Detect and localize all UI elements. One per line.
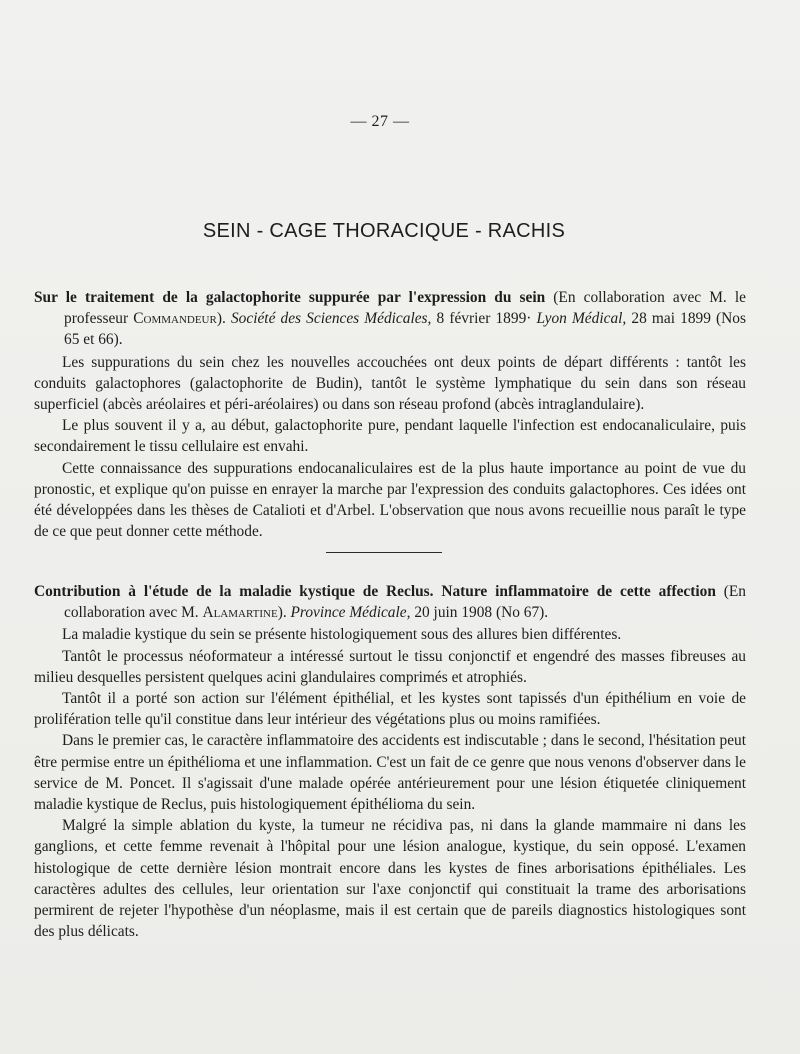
collaboration-suffix: ). <box>277 604 291 622</box>
body-paragraph: Tantôt le processus néoformateur a intéressé surtout le tissu conjonctif et engendré des masses fibreuses au milieu desquelles persistent quelques acini glandulaires comprimés et atrophiés. <box>34 647 746 686</box>
article-title: Contribution à l'étude de la maladie kystique de Reclus. Nature inflammatoire de cette affection <box>34 583 716 600</box>
body-paragraph: La maladie kystique du sein se présente histologiquement sous des allures bien différentes. <box>62 626 622 644</box>
chapter-title: SEIN - CAGE THORACIQUE - RACHIS <box>202 220 566 242</box>
publication-date-secondary: 28 mai 1899 (Nos 65 et 66). <box>64 310 746 349</box>
body-paragraph: Les suppurations du sein chez les nouvelles accouchées ont deux points de départ différents : tantôt les conduits galactophores (galactophorite de Budin), tantôt le système lymphatique du sein dans son réseau superficiel (abcès aréolaires et péri-aréolaires) ou dans son réseau profond (abcès intraglandulaire). <box>34 353 746 414</box>
collaboration-prefix: (En collaboration avec M. le professeur <box>64 289 746 328</box>
publication-date: 20 juin 1908 (No 67). <box>410 604 549 622</box>
journal-name: Société des Sciences Médicales, <box>230 310 432 328</box>
journal-name-secondary: Lyon Médical, <box>536 310 627 328</box>
body-paragraph: Malgré la simple ablation du kyste, la tumeur ne récidiva pas, ni dans la glande mammaire ni dans les ganglions, et cette femme revenait à l'hôpital pour une lésion analogue, kystique, du sein opposé. L'examen histologique de cette dernière lésion montrait encore dans les kystes de fines arborisations épithéliales. Les caractères adultes des cellules, leur orientation sur l'axe conjonctif qui constituait la trame des arborisations permirent de rejeter l'hypothèse d'un néoplasme, mais il est certain que de pareils diagnostics histologiques sont des plus délicats. <box>34 817 746 941</box>
collaborator-name: Alamartine <box>202 604 278 622</box>
article-title: Sur le traitement de la galactophorite suppurée par l'expression du sein <box>34 289 546 306</box>
page-number: — 27 — <box>350 113 410 130</box>
collaboration-suffix: ). <box>216 310 226 328</box>
body-paragraph: Cette connaissance des suppurations endocanaliculaires est de la plus haute importance au point de vue du pronostic, et explique qu'on puisse en enrayer la marche par l'expression des conduits galactophores. Ces idées ont été développées dans les thèses de Catalioti et d'Arbel. L'observation que nous avons recueillie nous paraît le type de ce que peut donner cette méthode. <box>34 459 746 541</box>
article-heading <box>34 287 746 351</box>
collaborator-name: Commandeur <box>133 310 217 328</box>
article-heading <box>34 581 746 623</box>
body-paragraph: Tantôt il a porté son action sur l'élément épithélial, et les kystes sont tapissés d'un épithélium en voie de prolifération telle qu'il constitue dans leur intérieur des végétations plus ou moins ramifiées. <box>34 690 746 729</box>
publication-date: 8 février 1899· <box>431 310 537 328</box>
article-maladie-kystique <box>34 581 746 942</box>
section-divider <box>326 552 442 553</box>
journal-name: Province Médicale, <box>290 604 411 622</box>
article-galactophorite <box>34 287 746 542</box>
body-paragraph: Dans le premier cas, le caractère inflammatoire des accidents est indiscutable ; dans le second, l'hésitation peut être permise entre un épithélioma et une inflammation. C'est un fait de ce genre que nous venons d'observer dans le service de M. Poncet. Il s'agissait d'une malade opérée antérieurement pour une lésion étiquetée cliniquement maladie kystique de Reclus, puis histologiquement épithélioma du sein. <box>34 732 746 814</box>
body-paragraph: Le plus souvent il y a, au début, galactophorite pure, pendant laquelle l'infection est endocanaliculaire, puis secondairement le tissu cellulaire est envahi. <box>34 417 746 456</box>
collaboration-prefix: (En collaboration avec M. <box>64 583 746 622</box>
